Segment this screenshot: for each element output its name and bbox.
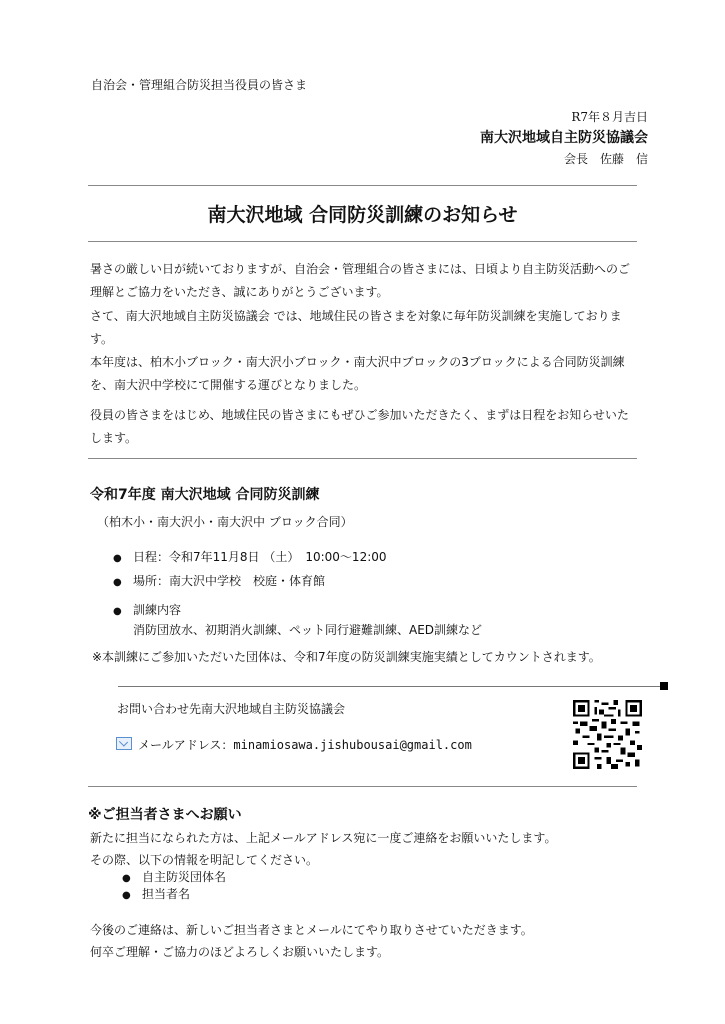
divider-title [88, 241, 637, 242]
bullet-dot: ● [122, 873, 131, 884]
paragraph-intro: さて、南大沢地域自主防災協議会 では、地域住民の皆さまを対象に毎年防災訓練を実施しております。 [90, 309, 622, 346]
request-item: ● 担当者名 [122, 887, 191, 901]
event-schedule: ● 日程：令和7年11月8日 （土） 10:00～12:00 [113, 550, 387, 564]
event-content: ● 訓練内容 [113, 603, 182, 617]
paragraph-invitation: 役員の皆さまをはじめ、地域住民の皆さまにもぜひご参加いただきたく、まずは日程をお知らせいたします。 [90, 408, 629, 445]
recipient: 自治会・管理組合防災担当役員の皆さま [91, 78, 308, 92]
organization-name: 南大沢地域自主防災協議会 [480, 130, 648, 146]
event-subtitle: （柏木小・南大沢小・南大沢中 ブロック合同） [97, 515, 353, 529]
event-content-detail: 消防団放水、初期消火訓練、ペット同行避難訓練、AED訓練など [133, 623, 483, 637]
page-title: 南大沢地域 合同防災訓練のお知らせ [207, 204, 518, 226]
bullet-dot: ● [113, 577, 122, 588]
contact-label: お問い合わせ先南大沢地域自主防災協議会 [117, 702, 346, 716]
email-row [138, 736, 472, 753]
paragraph-event: 本年度は、柏木小ブロック・南大沢小ブロック・南大沢中ブロックの3ブロックによる合同防災訓練を、南大沢中学校にて開催する運びとなりました。 [90, 355, 625, 392]
qr-code-icon[interactable] [573, 700, 642, 769]
divider-contact-bottom [88, 786, 637, 787]
request-item: ● 自主防災団体名 [122, 870, 227, 884]
issue-date: R7年８月吉日 [571, 110, 648, 124]
divider-contact [118, 686, 660, 687]
bullet-dot: ● [113, 606, 122, 617]
divider-section [88, 458, 637, 459]
event-note: ※本訓練にご参加いただいた団体は、令和7年度の防災訓練実施実績としてカウントされます。 [92, 650, 601, 664]
event-title: 令和7年度 南大沢地域 合同防災訓練 [90, 487, 320, 503]
request-line-2: その際、以下の情報を明記してください。 [90, 853, 319, 867]
bullet-dot: ● [122, 890, 131, 901]
bullet-dot: ● [113, 553, 122, 564]
email-address[interactable]: minamiosawa.jishubousai@gmail.com [233, 738, 472, 752]
request-title: ※ご担当者さまへお願い [88, 807, 242, 823]
request-line-1: 新たに担当になられた方は、上記メールアドレス宛に一度ご連絡をお願いいたします。 [90, 831, 557, 845]
mail-icon [116, 737, 132, 750]
event-venue: ● 場所：南大沢中学校 校庭・体育館 [113, 574, 326, 588]
paragraph-greeting: 暑さの厳しい日が続いておりますが、自治会・管理組合の皆さまには、日頃より自主防災活動へのご理解とご協力をいただき、誠にありがとうございます。 [90, 262, 631, 299]
chair-name: 会長 佐藤 信 [563, 152, 648, 166]
divider-top [88, 185, 637, 186]
request-line-4: 何卒ご理解・ご協力のほどよろしくお願いいたします。 [90, 945, 390, 959]
divider-end-square [660, 682, 668, 690]
request-line-3: 今後のご連絡は、新しいご担当者さまとメールにてやり取りさせていただきます。 [90, 923, 533, 937]
email-label: メールアドレス： [138, 738, 234, 752]
